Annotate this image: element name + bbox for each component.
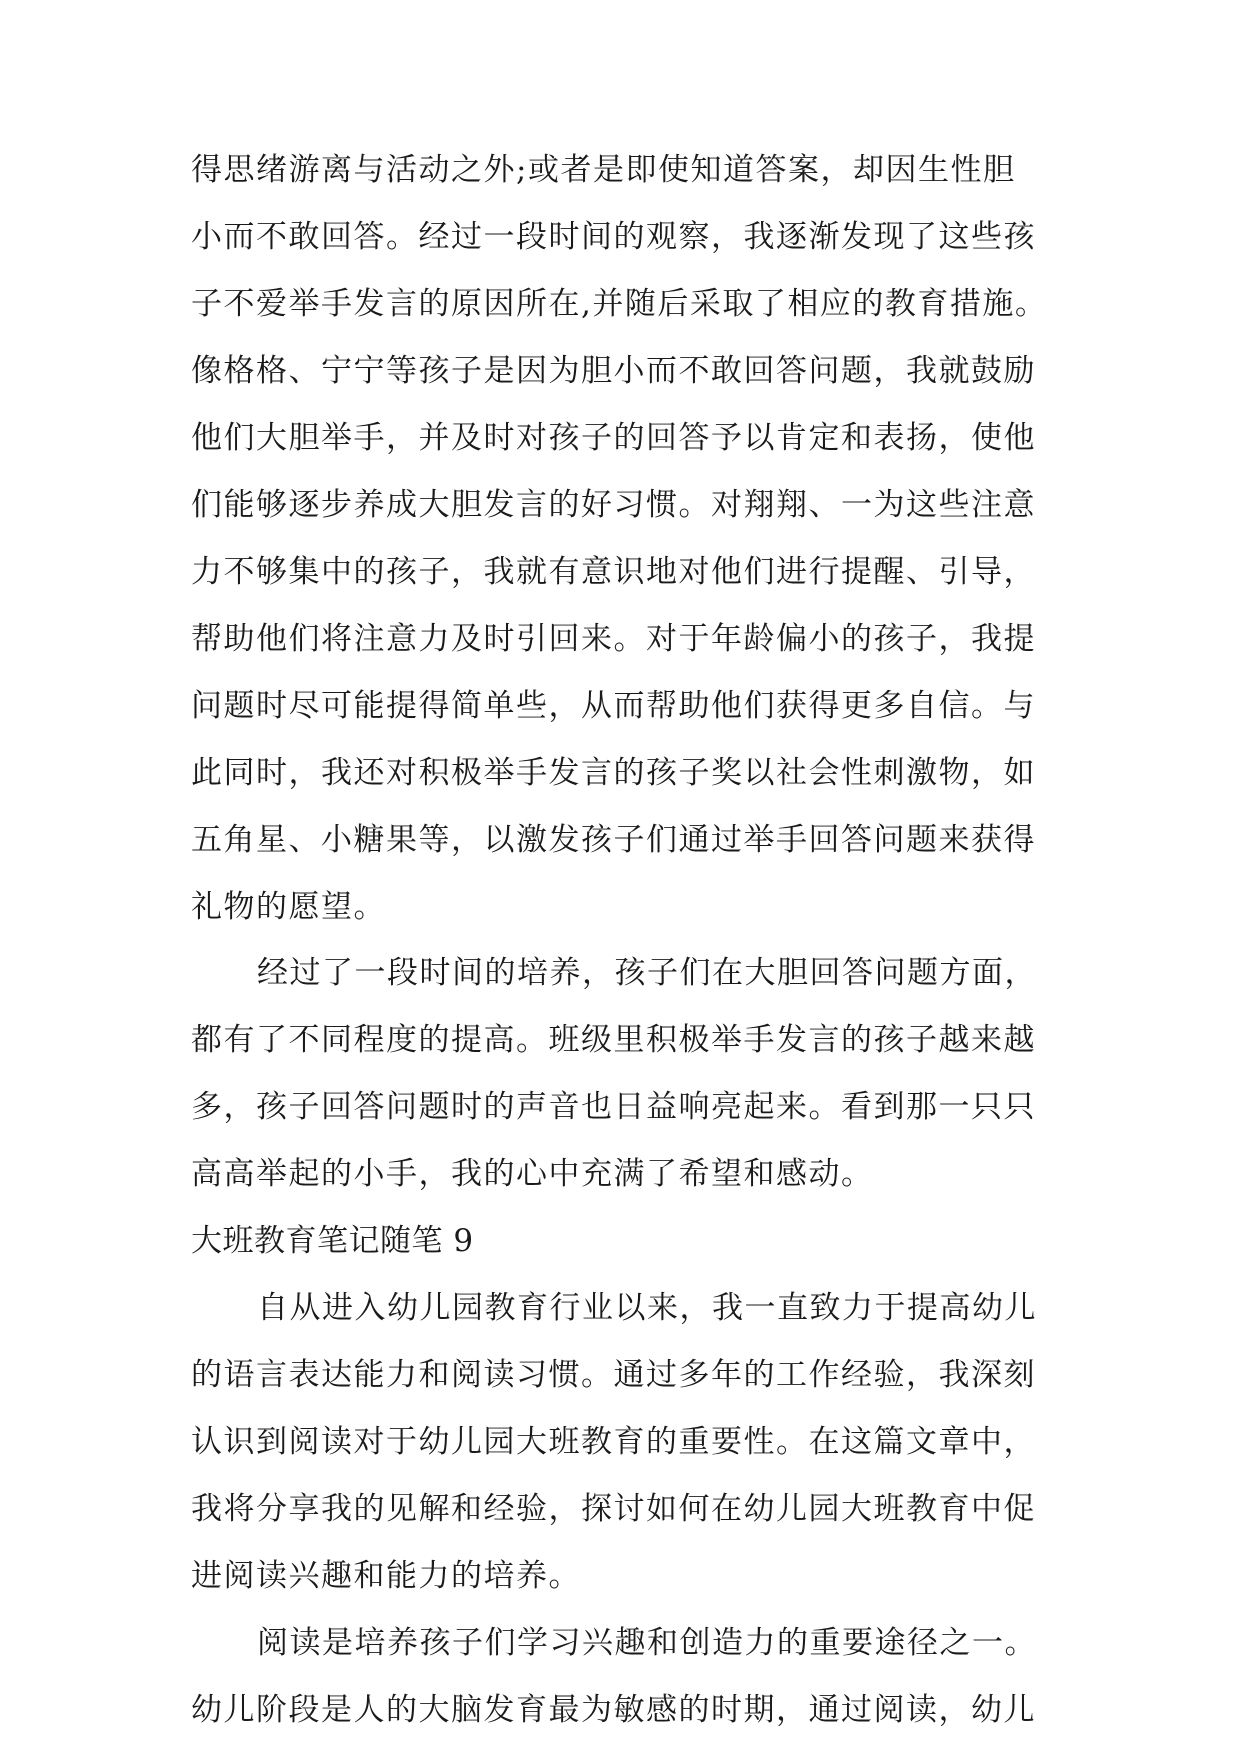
paragraph-first-line: 阅读是培养孩子们学习兴趣和创造力的重要途径之一。 [257,1625,1037,1661]
body-line: 们能够逐步养成大胆发言的好习惯。对翔翔、一为这些注意 [191,487,1036,523]
body-line: 我将分享我的见解和经验，探讨如何在幼儿园大班教育中促 [191,1491,1036,1527]
body-line: 帮助他们将注意力及时引回来。对于年龄偏小的孩子，我提 [191,621,1036,657]
body-line: 他们大胆举手，并及时对孩子的回答予以肯定和表扬，使他 [191,420,1036,456]
body-line: 多，孩子回答问题时的声音也日益响亮起来。看到那一只只 [191,1089,1036,1125]
body-line: 认识到阅读对于幼儿园大班教育的重要性。在这篇文章中， [191,1424,1036,1460]
body-line: 高高举起的小手，我的心中充满了希望和感动。 [191,1156,874,1192]
body-line: 礼物的愿望。 [191,889,386,925]
body-line: 五角星、小糖果等，以激发孩子们通过举手回答问题来获得 [191,822,1036,858]
body-line: 得思绪游离与活动之外;或者是即使知道答案，却因生性胆 [191,152,1016,188]
body-line: 子不爱举手发言的原因所在,并随后采取了相应的教育措施。 [191,286,1048,322]
body-line: 小而不敢回答。经过一段时间的观察，我逐渐发现了这些孩 [191,219,1036,255]
paragraph-first-line: 自从进入幼儿园教育行业以来，我一直致力于提高幼儿 [257,1290,1037,1326]
body-line: 此同时，我还对积极举手发言的孩子奖以社会性刺激物，如 [191,755,1036,791]
body-line: 幼儿阶段是人的大脑发育最为敏感的时期，通过阅读，幼儿 [191,1692,1036,1728]
body-line: 进阅读兴趣和能力的培养。 [191,1558,581,1594]
paragraph-first-line: 经过了一段时间的培养，孩子们在大胆回答问题方面， [257,955,1037,991]
body-line: 问题时尽可能提得简单些，从而帮助他们获得更多自信。与 [191,688,1036,724]
body-line: 的语言表达能力和阅读习惯。通过多年的工作经验，我深刻 [191,1357,1036,1393]
body-line: 力不够集中的孩子，我就有意识地对他们进行提醒、引导， [191,554,1036,590]
section-heading: 大班教育笔记随笔 9 [191,1223,474,1259]
body-line: 都有了不同程度的提高。班级里积极举手发言的孩子越来越 [191,1022,1036,1058]
body-line: 像格格、宁宁等孩子是因为胆小而不敢回答问题，我就鼓励 [191,353,1036,389]
